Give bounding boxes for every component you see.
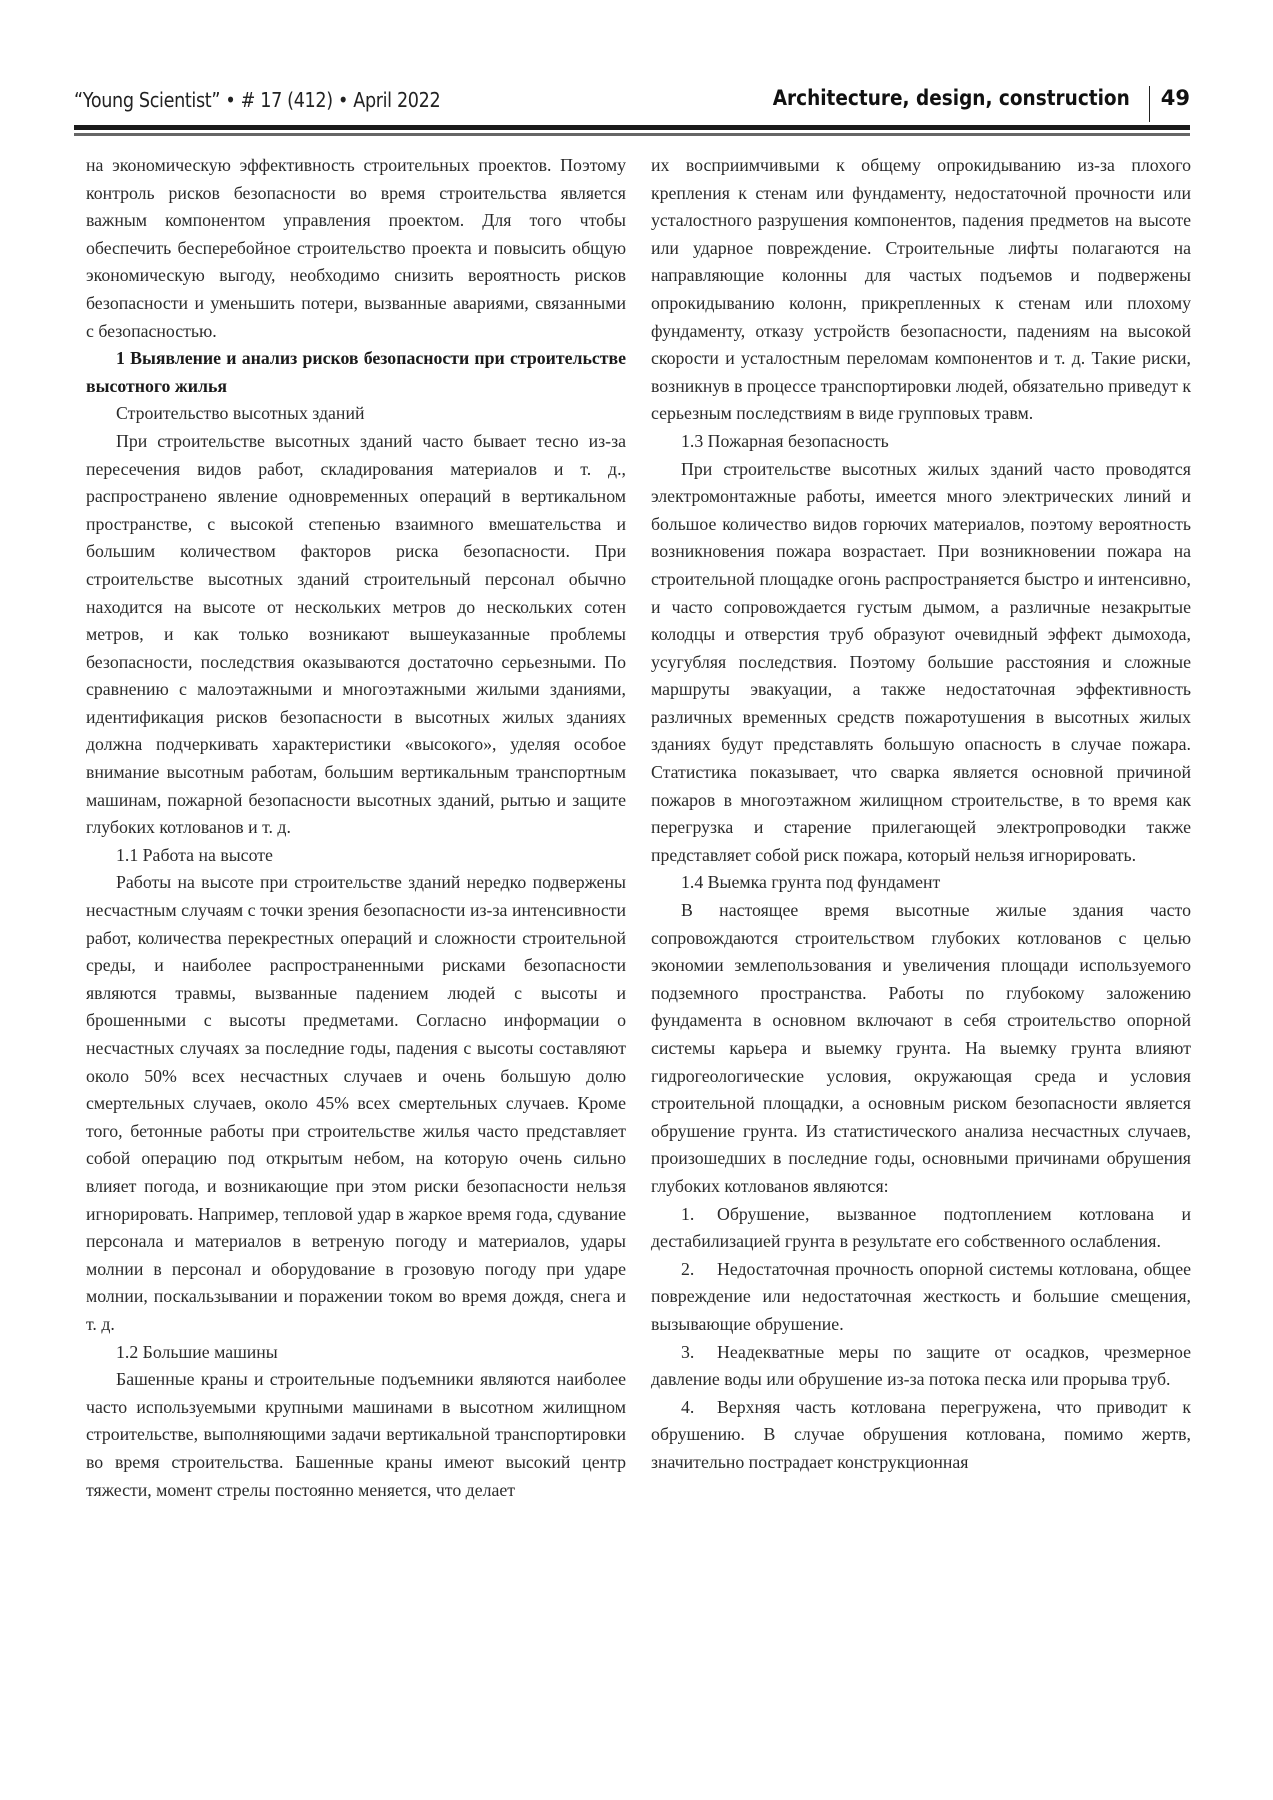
page-number: 49 — [1160, 86, 1190, 110]
list-number: 1. — [681, 1203, 695, 1224]
list-text: Недостаточная прочность опорной системы котлована, общее повреждение или недостаточная жесткость и большие смещения, вызывающие обрушение. — [651, 1258, 1191, 1334]
paragraph: В настоящее время высотные жилые здания часто сопровождаются строительством глубоких котлованов с целью экономии землепользования и увеличения площади используемого подземного пространства. Работы по глубокому заложению фундамента в основном включают в себя строительство опорной системы карьера и выемку грунта. На выемку грунта влияют гидрогеологические условия, окружающая среда и условия строительной площадки, а основным риском безопасности является обрушение грунта. Из статистического анализа несчастных случаев, произошедших в последние годы, основными причинами обрушения глубоких котлованов являются: — [651, 900, 1191, 1196]
list-number: 3. — [681, 1341, 695, 1362]
paragraph: Башенные краны и строительные подъемники являются наиболее часто используемыми крупными машинами в высотном жилищном строительстве, выполняющими задачи вертикальной транспортировки во время строительства. Башенные краны имеют высокий центр тяжести, момент стрелы постоянно меняется, что делает — [86, 1369, 626, 1500]
list-text: Неадекватные меры по защите от осадков, чрезмерное давление воды или обрушение из-за потока песка или прорыва труб. — [651, 1341, 1191, 1390]
list-item — [651, 1201, 1191, 1256]
list-item — [651, 1256, 1191, 1339]
right-column — [651, 152, 1191, 1477]
running-header — [74, 82, 1190, 122]
list-text: Верхняя часть котлована перегружена, что приводит к обрушению. В случае обрушения котлована, помимо жертв, значительно пострадает конструкционная — [651, 1396, 1191, 1472]
list-item — [651, 1339, 1191, 1394]
subsection-heading: 1.3 Пожарная безопасность — [681, 430, 889, 451]
left-column — [86, 152, 626, 1504]
journal-issue-info: “Young Scientist” • # 17 (412) • April 2022 — [74, 88, 441, 112]
section-title: Architecture, design, construction — [772, 86, 1130, 110]
subsection-heading: 1.1 Работа на высоте — [116, 844, 273, 865]
list-item — [651, 1394, 1191, 1477]
list-text: Обрушение, вызванное подтоплением котлована и дестабилизацией грунта в результате его собственного ослабления. — [651, 1203, 1191, 1252]
subsection-heading: 1.4 Выемка грунта под фундамент — [681, 872, 941, 893]
section-heading: 1 Выявление и анализ рисков безопасности при строительстве высотного жилья — [86, 348, 626, 396]
paragraph: При строительстве высотных зданий часто бывает тесно из-за пересечения видов работ, складирования материалов и т. д., распространено явление одновременных операций в вертикальном пространстве, с высокой степенью взаимного вмешательства и большим количеством факторов риска безопасности. При строительстве высотных зданий строительный персонал обычно находится на высоте от нескольких метров до нескольких сотен метров, и как только возникают вышеуказанные проблемы безопасности, последствия оказываются достаточно серьезными. По сравнению с малоэтажными и многоэтажными жилыми зданиями, идентификация рисков безопасности в высотных жилых зданиях должна подчеркивать характеристики «высокого», уделяя особое внимание высотным работам, большим вертикальным транспортным машинам, пожарной безопасности высотных зданий, рытью и защите глубоких котлованов и т. д. — [86, 430, 626, 838]
subsection-heading: 1.2 Большие машины — [116, 1341, 278, 1362]
list-number: 4. — [681, 1396, 695, 1417]
paragraph: Работы на высоте при строительстве зданий нередко подвержены несчастным случаям с точки зрения безопасности из-за интенсивности работ, количества перекрестных операций и сложности строительной среды, и наиболее распространенными рисками безопасности являются травмы, вызванные падением людей с высоты и брошенными с высоты предметами. Согласно информации о несчастных случаях за последние годы, падения с высоты составляют около 50% всех несчастных случаев и очень большую долю смертельных случаев, около 45% всех смертельных случаев. Кроме того, бетонные работы при строительстве жилья часто представляет собой операцию под открытым небом, на которую очень сильно влияет погода, и возникающие при этом риски безопасности нельзя игнорировать. Например, тепловой удар в жаркое время года, сдувание персонала и материалов в ветреную погоду и материалов, удары молнии в персонал и оборудование в грозовую погоду при ударе молнии, поскальзывании и поражении током во время дождя, снега и т. д. — [86, 872, 626, 1334]
list-number: 2. — [681, 1258, 695, 1279]
paragraph: их восприимчивыми к общему опрокидыванию из-за плохого крепления к стенам или фундаменту, недостаточной прочности или усталостного разрушения компонентов, падения предметов на высоте или ударное повреждение. Строительные лифты полагаются на направляющие колонны для частых подъемов и подвержены опрокидыванию колонн, прикрепленных к стенам или плохому фундаменту, отказу устройств безопасности, падениям на высокой скорости и усталостным переломам компонентов и т. д. Такие риски, возникнув в процессе транспортировки людей, обязательно приведут к серьезным последствиям в виде групповых травм. — [651, 155, 1191, 424]
header-rule-thick — [74, 125, 1190, 130]
paragraph: При строительстве высотных жилых зданий часто проводятся электромонтажные работы, имеется много электрических линий и большое количество видов горючих материалов, поэтому вероятность возникновения пожара возрастает. При возникновении пожара на строительной площадке огонь распространяется быстро и интенсивно, и часто сопровождается густым дымом, а различные незакрытые колодцы и отверстия труб образуют очевидный эффект дымохода, усугубляя последствия. Поэтому большие расстояния и сложные маршруты эвакуации, а также недостаточная эффективность различных временных средств пожаротушения в высотных жилых зданиях будут представлять большую опасность в случае пожара. Статистика показывает, что сварка является основной причиной пожаров в многоэтажном жилищном строительстве, в то время как перегрузка и старение прилегающей электропроводки также представляет собой риск пожара, который нельзя игнорировать. — [651, 458, 1191, 865]
subheading: Строительство высотных зданий — [116, 403, 365, 424]
header-rule-thin — [74, 133, 1190, 136]
paragraph: на экономическую эффективность строительных проектов. Поэтому контроль рисков безопасности во время строительства является важным компонентом управления проектом. Для того чтобы обеспечить бесперебойное строительство проекта и повысить общую экономическую выгоду, необходимо снизить вероятность рисков безопасности и уменьшить потери, вызванные авариями, связанными с безопасностью. — [86, 155, 626, 341]
header-divider — [1149, 86, 1150, 122]
